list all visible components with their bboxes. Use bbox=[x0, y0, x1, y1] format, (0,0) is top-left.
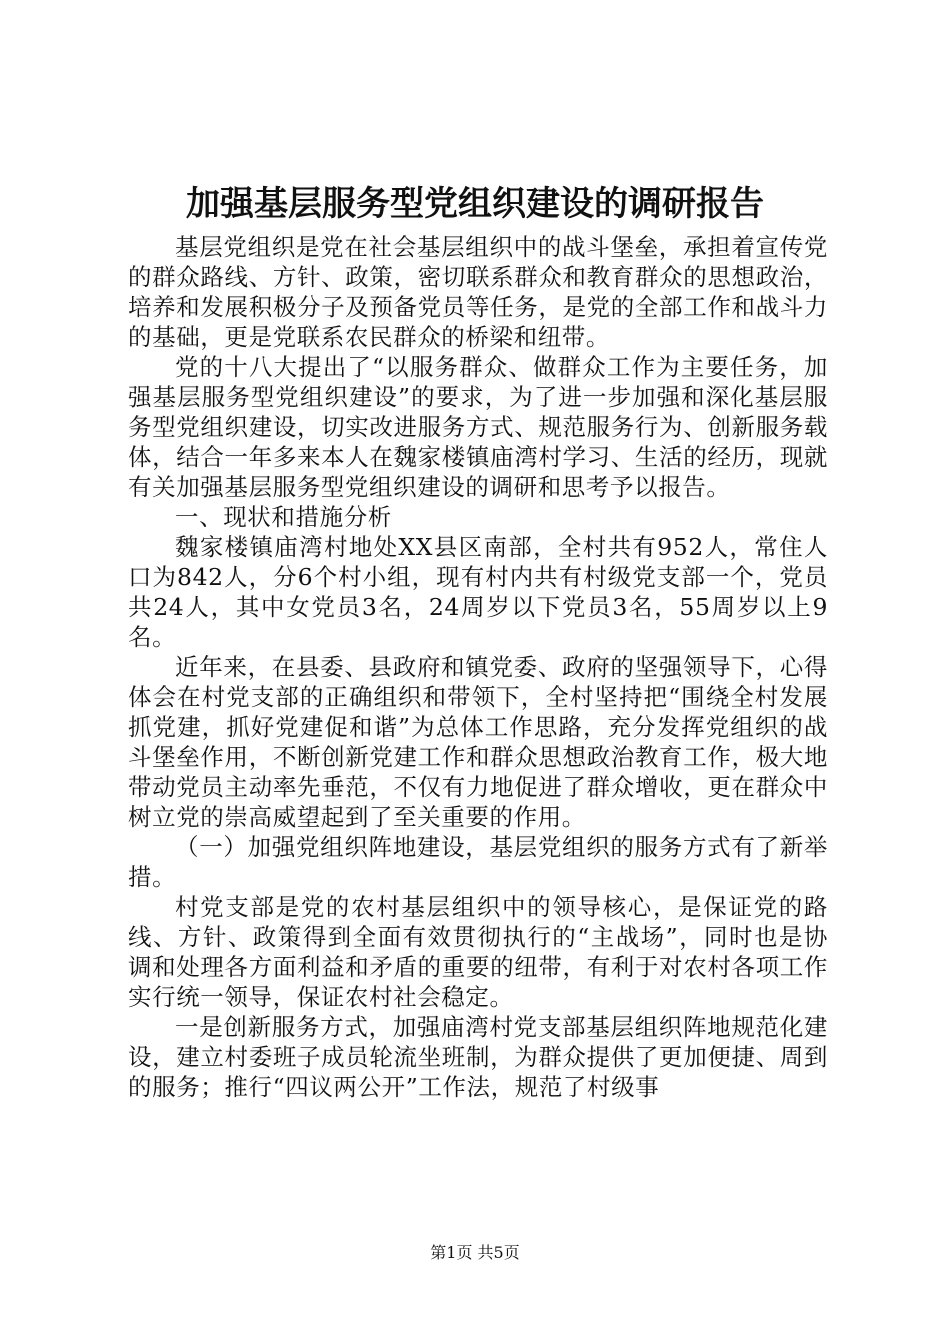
paragraph: 近年来，在县委、县政府和镇党委、政府的坚强领导下，心得体会在村党支部的正确组织和带领下，全村坚持把“围绕全村发展抓党建，抓好党建促和谐”为总体工作思路，充分发挥党组织的战斗堡垒作用，不断创新党建工作和群众思想政治教育工作，极大地带动党员主动率先垂范，不仅有力地促进了群众增收，更在群众中树立党的崇高威望起到了至关重要的作用。 bbox=[128, 653, 828, 831]
paragraph: 基层党组织是党在社会基层组织中的战斗堡垒，承担着宣传党的群众路线、方针、政策，密切联系群众和教育群众的思想政治，培养和发展积极分子及预备党员等任务，是党的全部工作和战斗力的基础，更是党联系农民群众的桥梁和纽带。 bbox=[128, 233, 828, 351]
paragraph: 党的十八大提出了“以服务群众、做群众工作为主要任务，加强基层服务型党组织建设”的要求，为了进一步加强和深化基层服务型党组织建设，切实改进服务方式、规范服务行为、创新服务载体，结合一年多来本人在魏家楼镇庙湾村学习、生活的经历，现就有关加强基层服务型党组织建设的调研和思考予以报告。 bbox=[128, 353, 828, 501]
paragraph: 一是创新服务方式，加强庙湾村党支部基层组织阵地规范化建设，建立村委班子成员轮流坐班制，为群众提供了更加便捷、周到的服务；推行“四议两公开”工作法，规范了村级事 bbox=[128, 1013, 828, 1101]
section-heading: 一、现状和措施分析 bbox=[175, 503, 392, 531]
page-footer: 第1页 共5页 bbox=[430, 1243, 520, 1262]
subsection-heading: （一）加强党组织阵地建设，基层党组织的服务方式有了新举措。 bbox=[128, 833, 828, 891]
document-body bbox=[128, 232, 828, 1102]
document-title: 加强基层服务型党组织建设的调研报告 bbox=[186, 184, 764, 224]
paragraph: 魏家楼镇庙湾村地处XX县区南部，全村共有952人，常住人口为842人，分6个村小组，现有村内共有村级党支部一个，党员共24人，其中女党员3名，24周岁以下党员3名，55周岁以上9名。 bbox=[128, 533, 828, 651]
paragraph: 村党支部是党的农村基层组织中的领导核心，是保证党的路线、方针、政策得到全面有效贯彻执行的“主战场”，同时也是协调和处理各方面利益和矛盾的重要的纽带，有利于对农村各项工作实行统一领导，保证农村社会稳定。 bbox=[128, 893, 828, 1011]
